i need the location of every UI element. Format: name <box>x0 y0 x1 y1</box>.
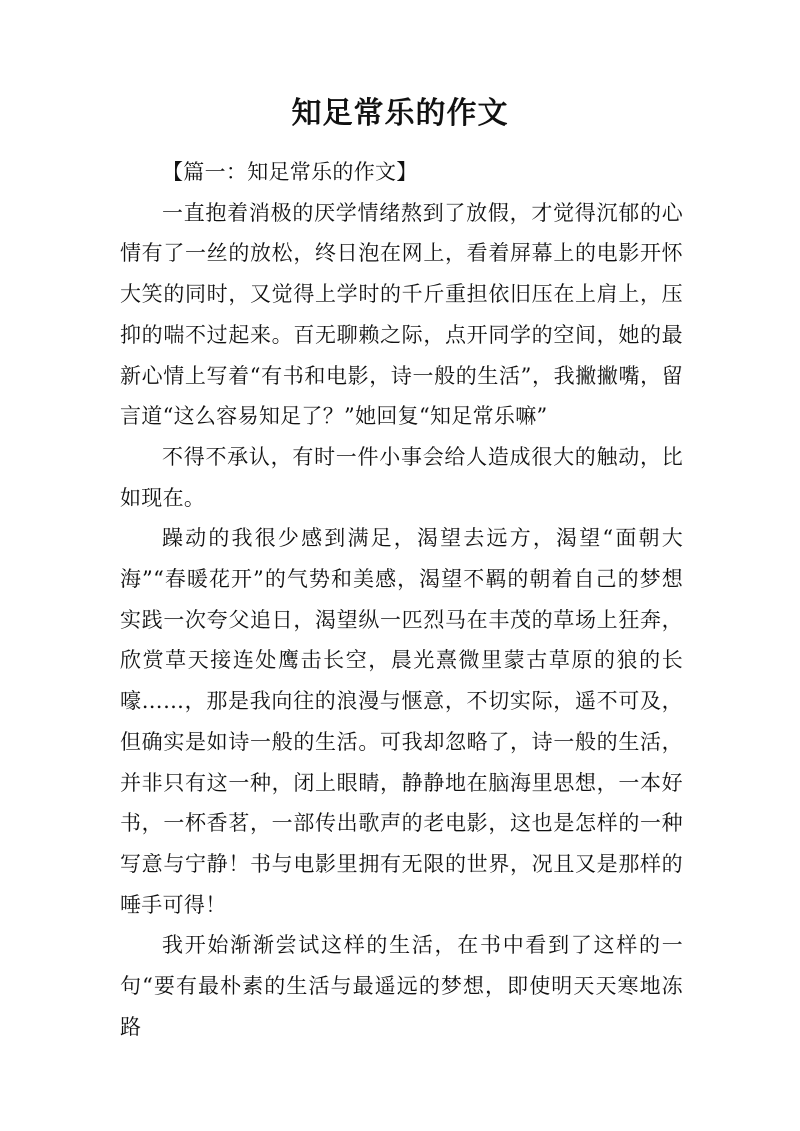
document-title: 知足常乐的作文 <box>291 96 509 131</box>
section-heading: 【篇一：知足常乐的作文】 <box>162 160 418 184</box>
paragraph-1: 一直抱着消极的厌学情绪熬到了放假，才觉得沉郁的心情有了一丝的放松，终日泡在网上，看着屏幕上的电影开怀大笑的同时，又觉得上学时的千斤重担依旧压在上肩上，压抑的喘不过起来。百无聊赖之际，点开同学的空间，她的最新心情上写着“有书和电影，诗一般的生活”，我撇撇嘴，留言道“这么容易知足了？”她回复“知足常乐嘛” <box>120 200 683 429</box>
paragraph-2: 不得不承认，有时一件小事会给人造成很大的触动，比如现在。 <box>120 444 683 510</box>
paragraph-4: 我开始渐渐尝试这样的生活，在书中看到了这样的一句“要有最朴素的生活与最遥远的梦想，即使明天天寒地冻路 <box>120 933 683 1039</box>
document-body <box>120 152 683 1047</box>
paragraph-3: 躁动的我很少感到满足，渴望去远方，渴望“面朝大海”“春暖花开”的气势和美感，渴望不羁的朝着自己的梦想实践一次夸父追日，渴望纵一匹烈马在丰茂的草场上狂奔，欣赏草天接连处鹰击长空，晨光熹微里蒙古草原的狼的长嚎……，那是我向往的浪漫与惬意，不切实际，遥不可及，但确实是如诗一般的生活。可我却忽略了，诗一般的生活，并非只有这一种，闭上眼睛，静静地在脑海里思想，一本好书，一杯香茗，一部传出歌声的老电影，这也是怎样的一种写意与宁静！书与电影里拥有无限的世界，况且又是那样的唾手可得！ <box>120 526 683 917</box>
